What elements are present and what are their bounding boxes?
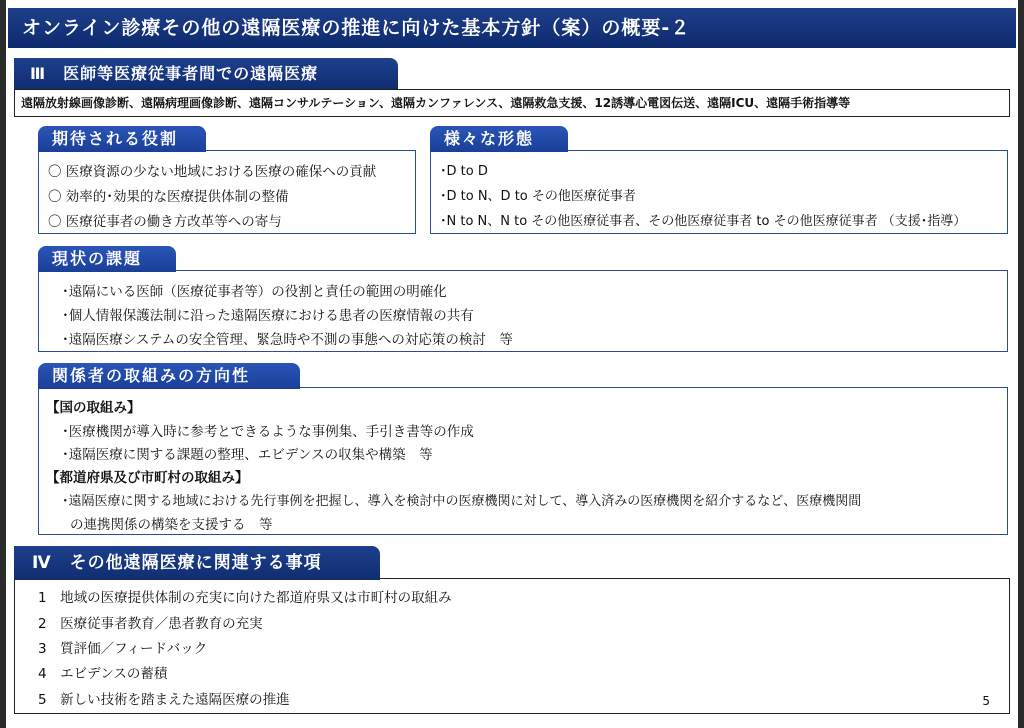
roles-item: 〇 医療資源の少ない地域における医療の確保への貢献 [48, 164, 377, 180]
roles-item: 〇 医療従事者の働き方改革等への寄与 [48, 214, 282, 230]
issues-tab: 現状の課題 [38, 246, 176, 272]
page-title: オンライン診療その他の遠隔医療の推進に向けた基本方針（案）の概要-２ [8, 8, 1016, 48]
section4-item: 1 地域の医療提供体制の充実に向けた都道府県又は市町村の取組み [38, 590, 452, 606]
section3-subtitle-box [14, 89, 1010, 117]
local-item: の連携関係の構築を支援する 等 [70, 517, 273, 533]
roles-item: 〇 効率的･効果的な医療提供体制の整備 [48, 189, 289, 205]
issues-item: ･遠隔医療システムの安全管理、緊急時や不測の事態への対応策の検討 等 [62, 332, 513, 348]
section3-header: Ⅲ 医師等医療従事者間での遠隔医療 [14, 58, 398, 90]
forms-item: ･D to D [440, 164, 488, 179]
forms-item: ･N to N、N to その他医療従事者、その他医療従事者 to その他医療従事者 （支援･指導） [440, 214, 967, 229]
section4-item: 3 質評価／フィードバック [38, 641, 208, 657]
roles-tab: 期待される役割 [38, 126, 206, 152]
local-heading: 【都道府県及び市町村の取組み】 [46, 470, 249, 486]
issues-item: ･遠隔にいる医師（医療従事者等）の役割と責任の範囲の明確化 [62, 284, 447, 300]
section3-subtitle: 遠隔放射線画像診断、遠隔病理画像診断、遠隔コンサルテーション、遠隔カンファレンス、遠隔救急支援、12誘導心電図伝送、遠隔ICU、遠隔手術指導等 [21, 96, 851, 110]
section4-header: Ⅳ その他遠隔医療に関連する事項 [14, 546, 380, 580]
issues-item: ･個人情報保護法制に沿った遠隔医療における患者の医療情報の共有 [62, 308, 474, 324]
right-frame [1018, 0, 1024, 728]
direction-tab: 関係者の取組みの方向性 [38, 363, 300, 389]
local-item: ･遠隔医療に関する地域における先行事例を把握し、導入を検討中の医療機関に対して、導入済みの医療機関を紹介するなど、医療機関間 [62, 494, 862, 509]
left-frame [0, 0, 6, 728]
forms-item: ･D to N、D to その他医療従事者 [440, 189, 636, 204]
forms-tab: 様々な形態 [430, 126, 568, 152]
page-number: 5 [982, 694, 990, 708]
national-heading: 【国の取組み】 [46, 400, 141, 416]
national-item: ･医療機関が導入時に参考とできるような事例集、手引き書等の作成 [62, 424, 474, 440]
national-item: ･遠隔医療に関する課題の整理、エビデンスの収集や構築 等 [62, 447, 433, 463]
section4-item: 5 新しい技術を踏まえた遠隔医療の推進 [38, 692, 290, 708]
section4-item: 2 医療従事者教育／患者教育の充実 [38, 616, 263, 632]
section4-item: 4 エビデンスの蓄積 [38, 666, 168, 682]
